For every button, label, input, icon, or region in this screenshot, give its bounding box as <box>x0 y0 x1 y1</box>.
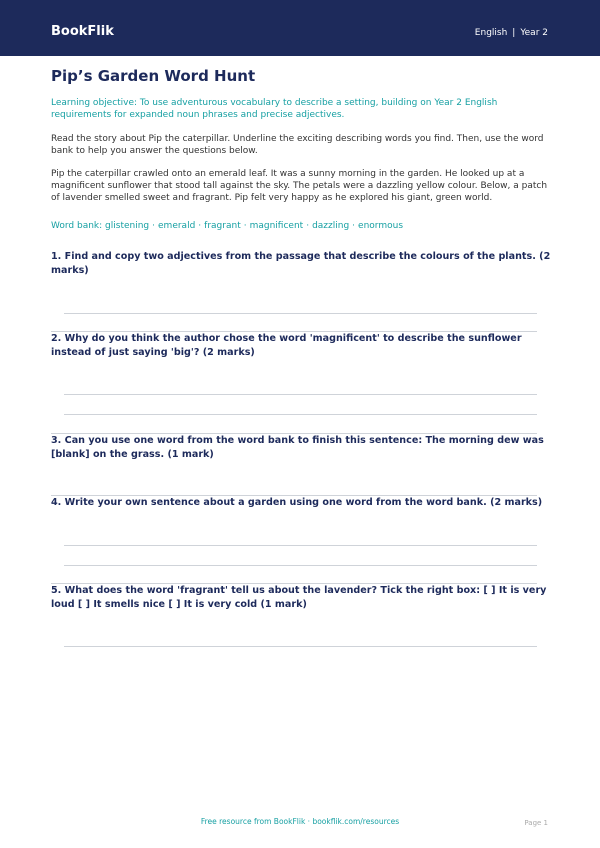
page-header <box>0 0 600 56</box>
question-3: 3. Can you use one word from the word bank to finish this sentence: The morning dew was [blank] on the grass. (1 mark) <box>51 435 544 460</box>
answer-line[interactable] <box>64 545 537 546</box>
answer-line[interactable] <box>64 565 537 566</box>
word-bank-word: fragrant <box>204 221 241 231</box>
answer-line[interactable] <box>64 313 537 314</box>
story-passage: Pip the caterpillar crawled onto an emerald leaf. It was a sunny morning in the garden. He looked up at a magnificent sunflower that stood tall against the sky. The petals were a dazzling yellow colour. Below, a patch of lavender smelled sweet and fragrant. Pip felt very happy as he explored his giant, green world. <box>51 169 548 203</box>
question-5: 5. What does the word 'fragrant' tell us about the lavender? Tick the right box: [ ] It is very loud [ ] It smells nice [ ] It is very cold (1 mark) <box>51 585 547 610</box>
word-separator: · <box>198 221 202 231</box>
section-divider <box>51 583 537 584</box>
word-bank-word: dazzling <box>312 221 350 231</box>
answer-line[interactable] <box>64 414 537 415</box>
word-separator: · <box>243 221 247 231</box>
word-bank-word: emerald <box>158 221 196 231</box>
subject-year-label <box>475 27 548 39</box>
question-2: 2. Why do you think the author chose the word 'magnificent' to describe the sunflower instead of just saying 'big'? (2 marks) <box>51 333 522 358</box>
word-bank-label: Word bank: <box>51 221 103 231</box>
word-separator: · <box>352 221 356 231</box>
question-1: 1. Find and copy two adjectives from the passage that describe the colours of the plants. (2 marks) <box>51 251 551 276</box>
learning-objective: Learning objective: To use adventurous vocabulary to describe a setting, building on Year 2 English requirements for expanded noun phrases and precise adjectives. <box>51 98 498 120</box>
separator: | <box>512 28 516 38</box>
answer-line[interactable] <box>64 646 537 647</box>
section-divider <box>51 331 537 332</box>
question-4: 4. Write your own sentence about a garden using one word from the word bank. (2 marks) <box>51 497 543 508</box>
word-bank <box>51 220 551 232</box>
section-divider <box>51 495 537 496</box>
section-divider <box>51 433 537 434</box>
worksheet-title: Pip’s Garden Word Hunt <box>51 67 256 85</box>
word-bank-word: magnificent <box>249 221 304 231</box>
page-number: Page 1 <box>524 819 548 827</box>
subject-label: English <box>474 28 508 38</box>
instructions-paragraph: Read the story about Pip the caterpillar. Underline the exciting describing words you find. Then, use the word bank to help you answer the questions below. <box>51 134 544 156</box>
answer-line[interactable] <box>64 394 537 395</box>
word-separator: · <box>152 221 156 231</box>
word-separator: · <box>306 221 310 231</box>
word-bank-word: enormous <box>358 221 404 231</box>
brand-logo-text: BookFlik <box>51 24 114 39</box>
word-bank-word: glistening <box>105 221 150 231</box>
year-label: Year 2 <box>520 28 548 38</box>
footer-credit: Free resource from BookFlik · bookflik.com/resources <box>200 817 400 826</box>
